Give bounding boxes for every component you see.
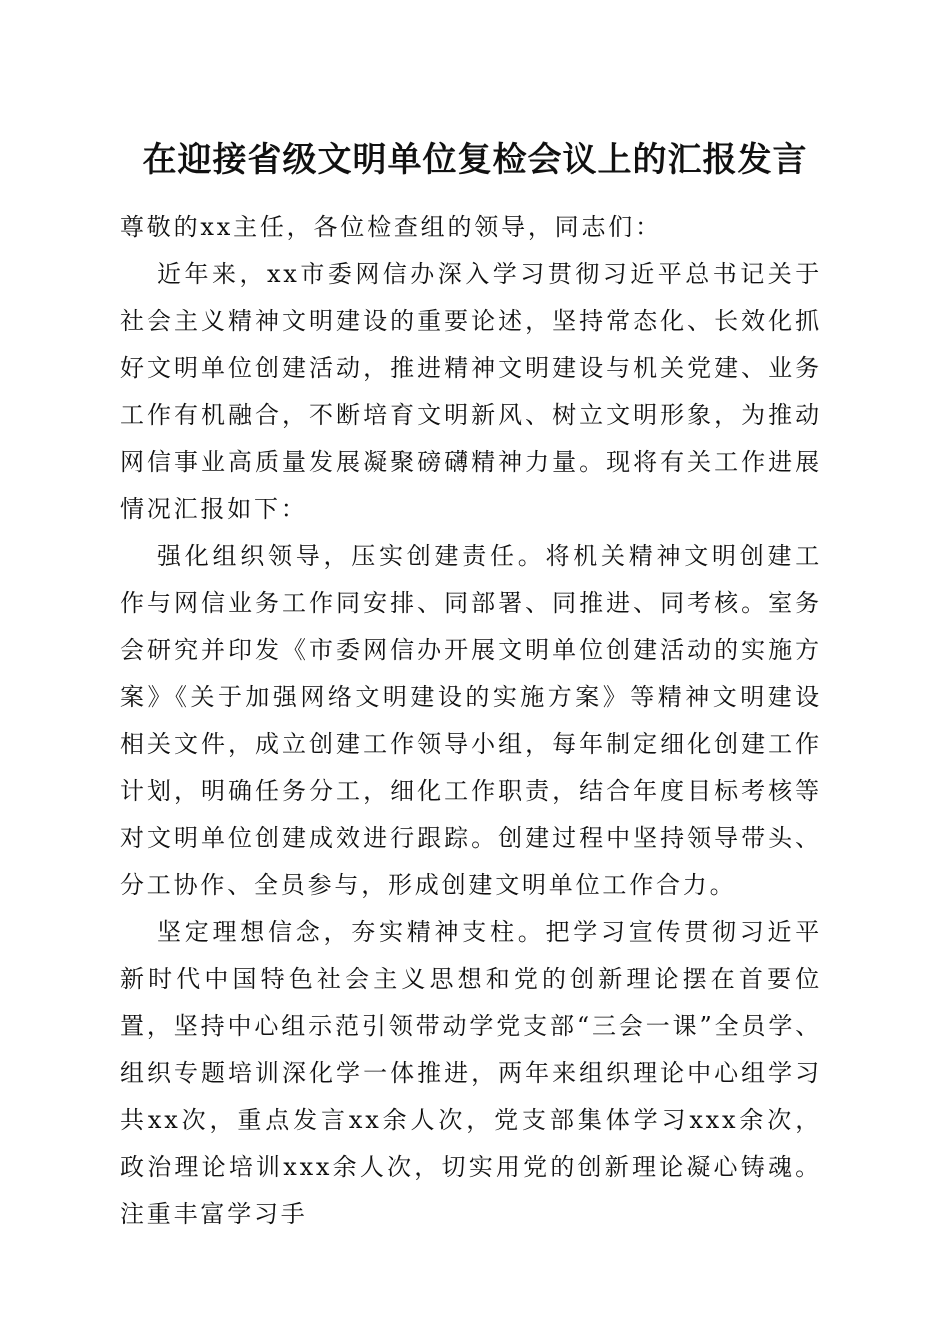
paragraph-organization: 强化组织领导，压实创建责任。将机关精神文明创建工作与网信业务工作同安排、同部署、同推进、同考核。室务会研究并印发《市委网信办开展文明单位创建活动的实施方案》《关于加强网络文明建设的实施方案》等精神文明建设相关文件，成立创建工作领导小组，每年制定细化创建工作计划，明确任务分工，细化工作职责，结合年度目标考核等对文明单位创建成效进行跟踪。创建过程中坚持领导带头、分工协作、全员参与，形成创建文明单位工作合力。 [120,542,822,899]
paragraph-intro: 近年来，xx市委网信办深入学习贯彻习近平总书记关于社会主义精神文明建设的重要论述，坚持常态化、长效化抓好文明单位创建活动，推进精神文明建设与机关党建、业务工作有机融合，不断培育文明新风、树立文明形象，为推动网信事业高质量发展凝聚磅礴精神力量。现将有关工作进展情况汇报如下： [120,260,822,523]
document-body [120,204,822,1238]
salutation: 尊敬的xx主任，各位检查组的领导，同志们： [120,213,662,241]
paragraph-ideals: 坚定理想信念，夯实精神支柱。把学习宣传贯彻习近平新时代中国特色社会主义思想和党的创新理论摆在首要位置，坚持中心组示范引领带动学党支部“三会一课”全员学、组织专题培训深化学一体推进，两年来组织理论中心组学习共xx次，重点发言xx余人次，党支部集体学习xxx余次，政治理论培训xxx余人次，切实用党的创新理论凝心铸魂。注重丰富学习手 [120,918,822,1228]
document-title: 在迎接省级文明单位复检会议上的汇报发言 [142,140,808,180]
